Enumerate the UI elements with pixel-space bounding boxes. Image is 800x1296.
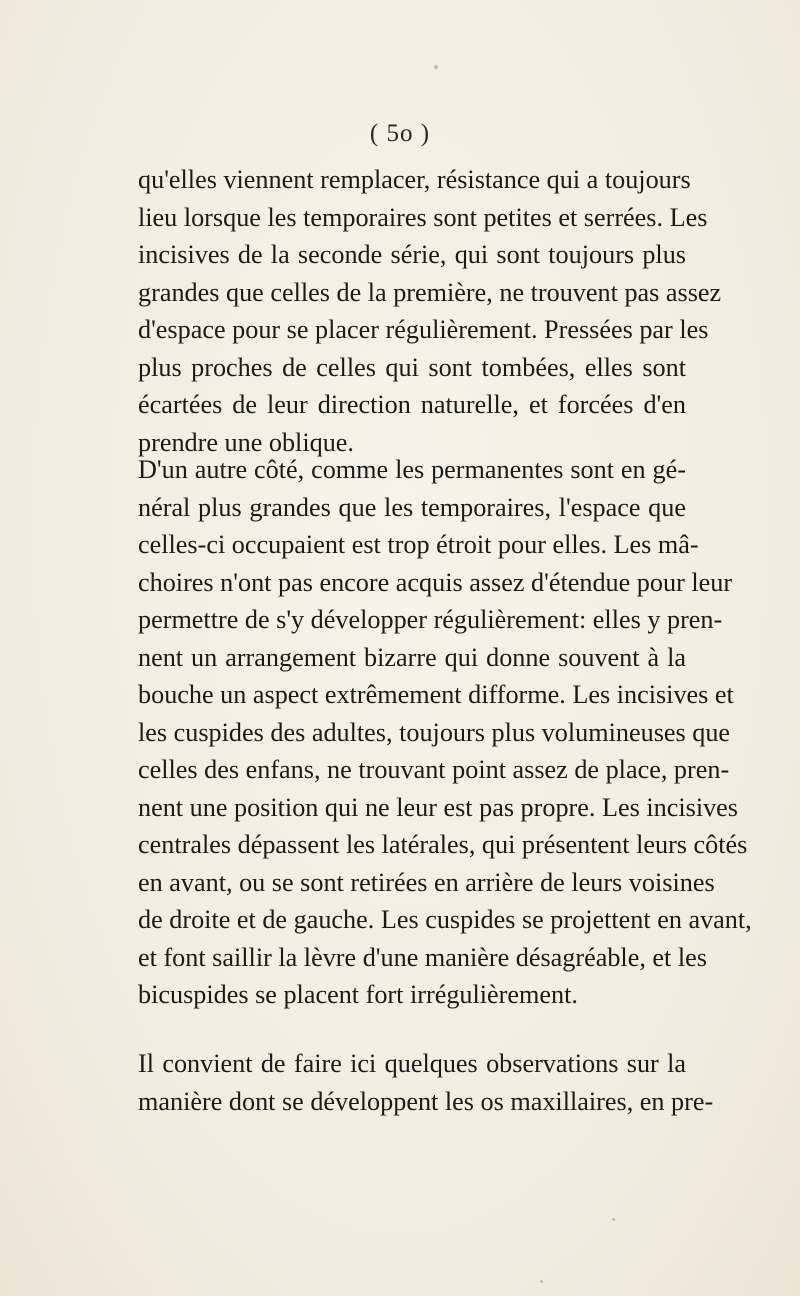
paragraph-1 <box>138 161 722 461</box>
text-line: incisives de la seconde série, qui sont toujours plus <box>138 240 686 269</box>
text-line: néral plus grandes que les temporaires, l'espace que <box>138 492 686 522</box>
paper-speck <box>434 65 438 69</box>
text-line: celles-ci occupaient est trop étroit pour elles. Les mâ- <box>138 530 699 559</box>
text-line: qu'elles viennent remplacer, résistance qui a toujours <box>138 165 691 194</box>
text-line: bicuspides se placent fort irrégulièrement. <box>138 980 578 1009</box>
text-line: prendre une oblique. <box>138 427 354 457</box>
paper-speck <box>540 1280 543 1283</box>
text-line: D'un autre côté, comme les permanentes sont en gé- <box>138 455 686 484</box>
text-line: manière dont se développent les os maxillaires, en pre- <box>138 1086 714 1116</box>
page-number: ( 5o ) <box>369 120 431 147</box>
paragraph-2 <box>138 451 752 1014</box>
text-line: bouche un aspect extrêmement difforme. Les incisives et <box>138 680 734 709</box>
text-line: et font saillir la lèvre d'une manière désagréable, et les <box>138 942 707 972</box>
paragraph-3 <box>138 1045 714 1120</box>
paper-speck <box>612 1218 615 1221</box>
text-line: en avant, ou se sont retirées en arrière de leurs voisines <box>138 867 715 897</box>
text-line: d'espace pour se placer régulièrement. Pressées par les <box>138 315 709 344</box>
text-line: permettre de s'y développer régulièrement: elles y pren- <box>138 605 723 634</box>
text-line: centrales dépassent les latérales, qui présentent leurs côtés <box>138 830 748 859</box>
text-line: de droite et de gauche. Les cuspides se projettent en avant, <box>138 905 752 934</box>
text-line: lieu lorsque les temporaires sont petites et serrées. Les <box>138 202 708 232</box>
text-line: plus proches de celles qui sont tombées, elles sont <box>138 352 686 382</box>
text-line: celles des enfans, ne trouvant point assez de place, pren- <box>138 755 730 784</box>
text-line: nent une position qui ne leur est pas propre. Les incisives <box>138 792 738 822</box>
text-line: écartées de leur direction naturelle, et forcées d'en <box>138 390 686 419</box>
text-line: nent un arrangement bizarre qui donne souvent à la <box>138 642 686 672</box>
text-line: Il convient de faire ici quelques observations sur la <box>138 1049 686 1078</box>
text-line: grandes que celles de la première, ne trouvent pas assez <box>138 277 722 307</box>
text-line: les cuspides des adultes, toujours plus volumineuses que <box>138 717 731 747</box>
text-line: choires n'ont pas encore acquis assez d'étendue pour leur <box>138 567 733 597</box>
